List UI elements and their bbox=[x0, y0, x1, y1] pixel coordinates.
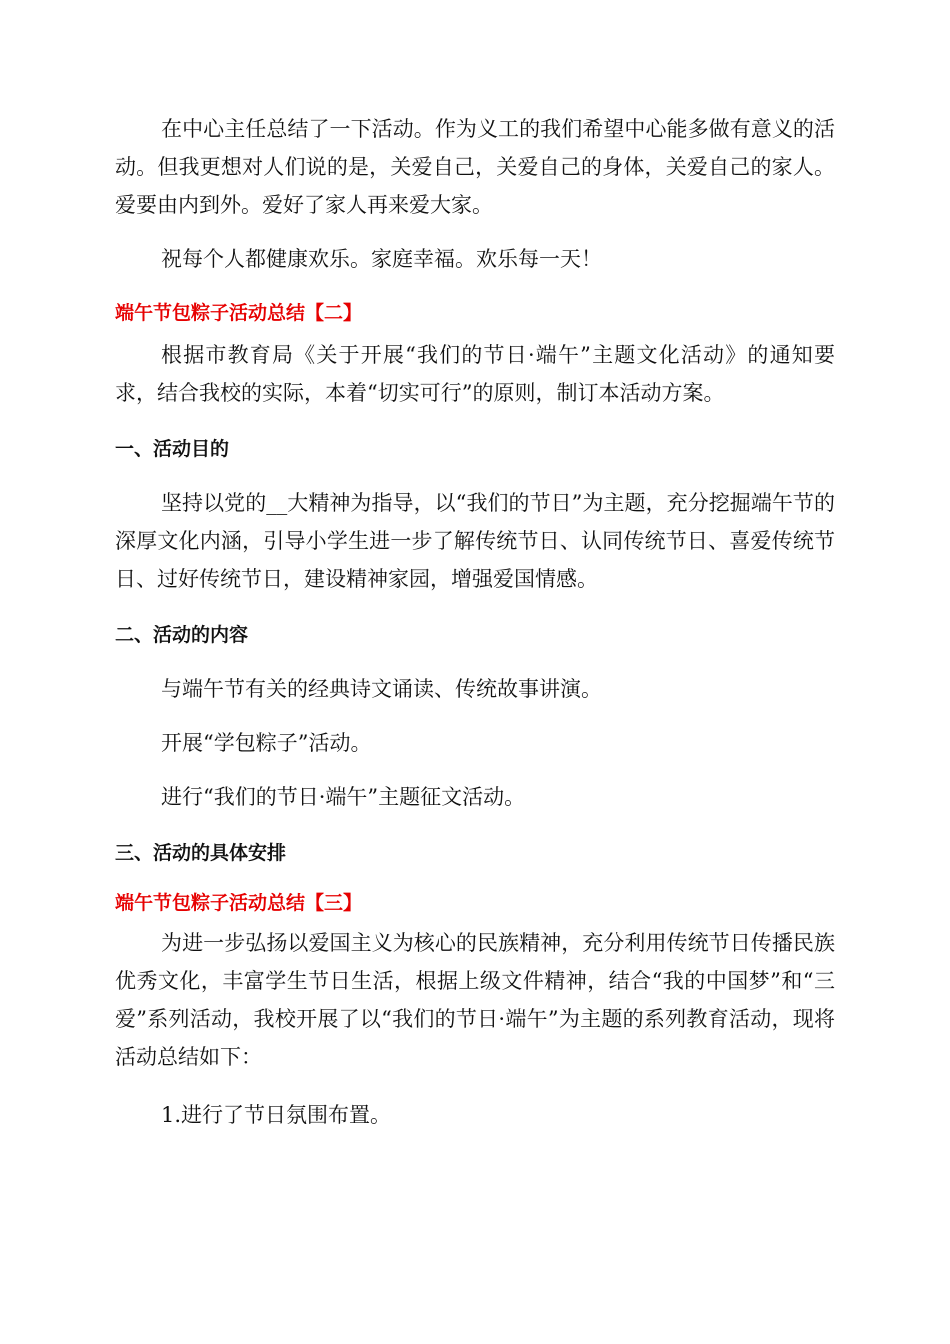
paragraph-item-1: 1.进行了节日氛围布置。 bbox=[161, 1103, 392, 1127]
paragraph-purpose: 坚持以党的__大精神为指导，以“我们的节日”为主题，充分挖掘端午节的深厚文化内涵，引导小学生进一步了解传统节日、认同传统节日、喜爱传统节日、过好传统节日，建设精神家园，增强爱国情感。 bbox=[115, 491, 835, 591]
heading-activity-schedule: 三、活动的具体安排 bbox=[115, 842, 287, 864]
paragraph-content-1: 与端午节有关的经典诗文诵读、传统故事讲演。 bbox=[161, 677, 602, 701]
paragraph-summary-intro: 为进一步弘扬以爱国主义为核心的民族精神，充分利用传统节日传播民族优秀文化，丰富学生节日生活，根据上级文件精神，结合“我的中国梦”和“三爱”系列活动，我校开展了以“我们的节日·端午”为主题的系列教育活动，现将活动总结如下： bbox=[115, 931, 835, 1069]
section-title-3: 端午节包粽子活动总结【三】 bbox=[115, 892, 363, 914]
paragraph-volunteer-summary: 在中心主任总结了一下活动。作为义工的我们希望中心能多做有意义的活动。但我更想对人们说的是，关爱自己，关爱自己的身体，关爱自己的家人。爱要由内到外。爱好了家人再来爱大家。 bbox=[115, 117, 835, 217]
document-page bbox=[115, 110, 835, 1134]
paragraph-content-3: 进行“我们的节日·端午”主题征文活动。 bbox=[161, 785, 526, 809]
heading-activity-content: 二、活动的内容 bbox=[115, 624, 249, 646]
heading-activity-purpose: 一、活动目的 bbox=[115, 438, 230, 460]
paragraph-content-2: 开展“学包粽子”活动。 bbox=[161, 731, 372, 755]
paragraph-notice: 根据市教育局《关于开展“我们的节日·端午”主题文化活动》的通知要求，结合我校的实际，本着“切实可行”的原则，制订本活动方案。 bbox=[115, 343, 835, 405]
paragraph-wishes: 祝每个人都健康欢乐。家庭幸福。欢乐每一天！ bbox=[161, 247, 602, 271]
section-title-2: 端午节包粽子活动总结【二】 bbox=[115, 302, 363, 324]
